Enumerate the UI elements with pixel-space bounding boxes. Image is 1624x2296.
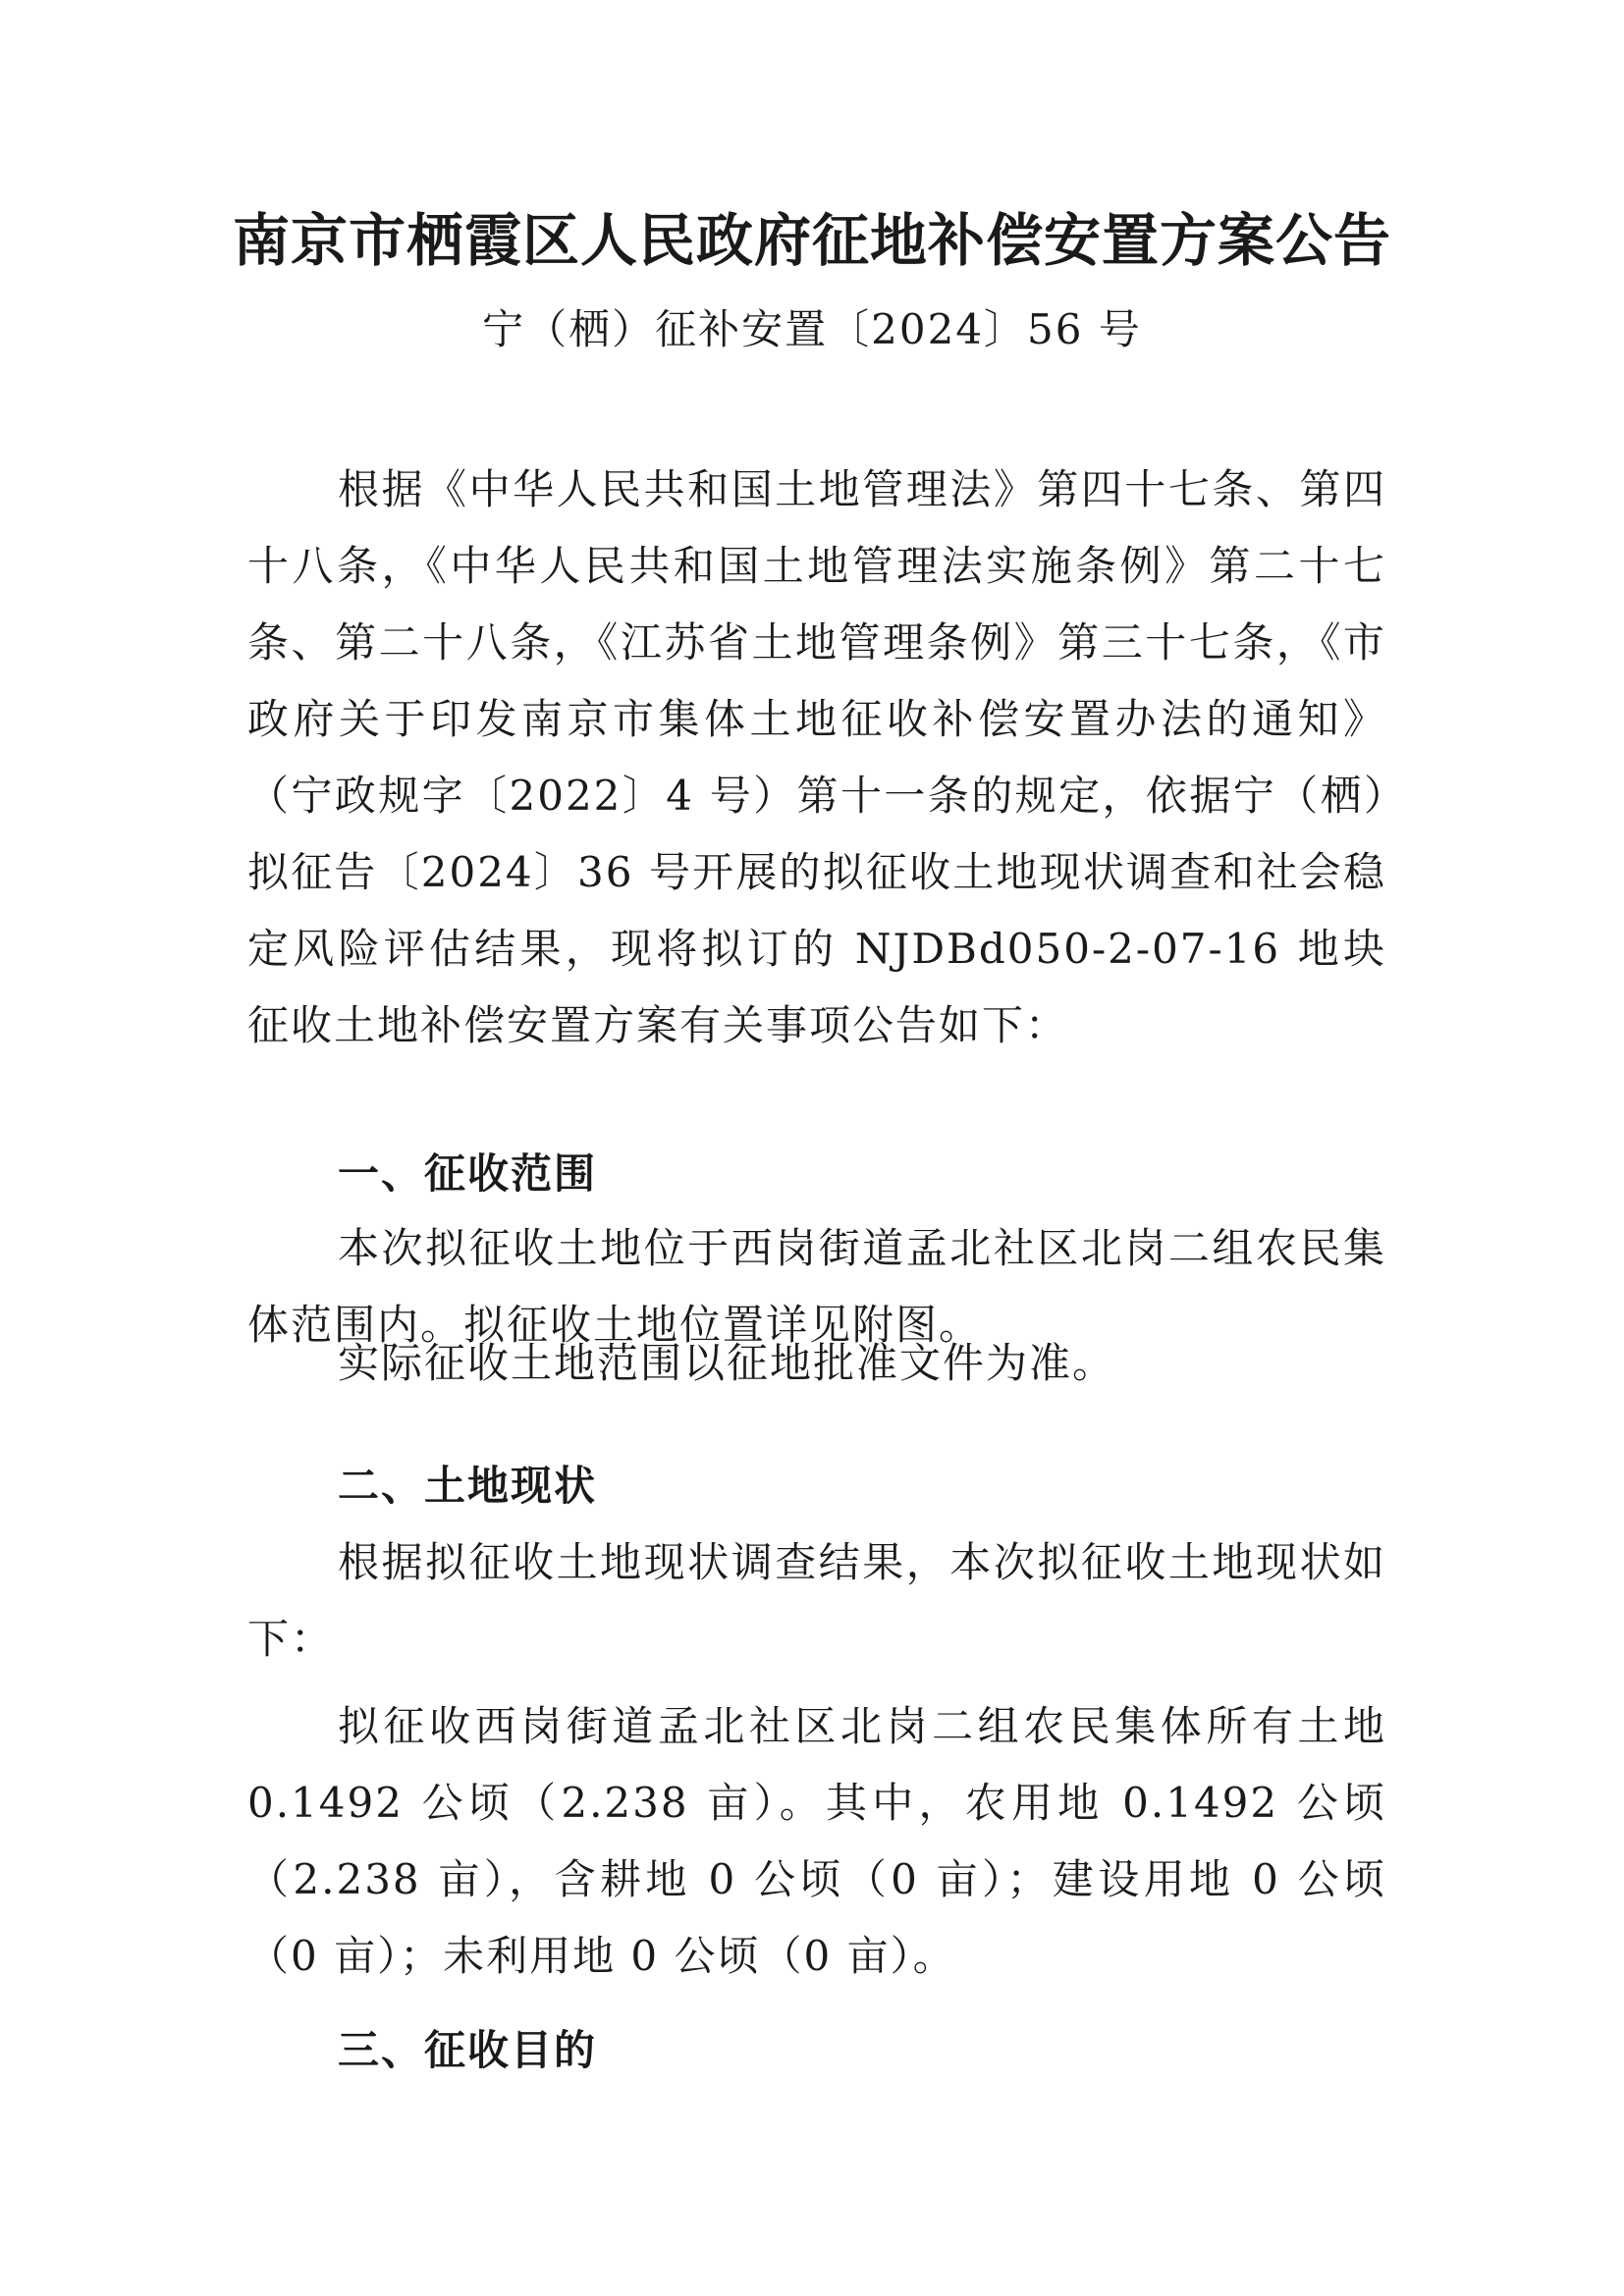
section-1-paragraph-1: 本次拟征收土地位于西岗街道孟北社区北岗二组农民集体范围内。拟征收土地位置详见附图。 bbox=[247, 1224, 1386, 1349]
section-3-heading: 三、征收目的 bbox=[338, 2026, 598, 2074]
document-title: 南京市栖霞区人民政府征地补偿安置方案公告 bbox=[232, 207, 1391, 274]
intro-paragraph: 根据《中华人民共和国土地管理法》第四十七条、第四十八条，《中华人民共和国土地管理法实施条例》第二十七条、第二十八条，《江苏省土地管理条例》第三十七条，《市政府关于印发南京市集体土地征收补偿安置办法的通知》（宁政规字〔2022〕4 号）第十一条的规定，依据宁（栖）拟征告〔2024〕36 号开展的拟征收土地现状调查和社会稳定风险评估结果，现将拟订的 NJDBd050-2-07-16 地块征收土地补偿安置方案有关事项公告如下： bbox=[247, 465, 1386, 1049]
section-1-heading: 一、征收范围 bbox=[338, 1149, 598, 1198]
section-1-paragraph-2: 实际征收土地范围以征地批准文件为准。 bbox=[338, 1339, 1116, 1387]
section-2-paragraph-2: 拟征收西岗街道孟北社区北岗二组农民集体所有土地 0.1492 公顷（2.238 亩）。其中，农用地 0.1492 公顷（2.238 亩），含耕地 0 公顷（0 亩）；建设用地 0 公顷（0 亩）；未利用地 0 公顷（0 亩）。 bbox=[247, 1702, 1386, 1980]
document-number: 宁（栖）征补安置〔2024〕56 号 bbox=[482, 305, 1142, 353]
section-2-heading: 二、土地现状 bbox=[338, 1462, 598, 1510]
section-2-paragraph-1: 根据拟征收土地现状调查结果，本次拟征收土地现状如下： bbox=[247, 1538, 1386, 1663]
